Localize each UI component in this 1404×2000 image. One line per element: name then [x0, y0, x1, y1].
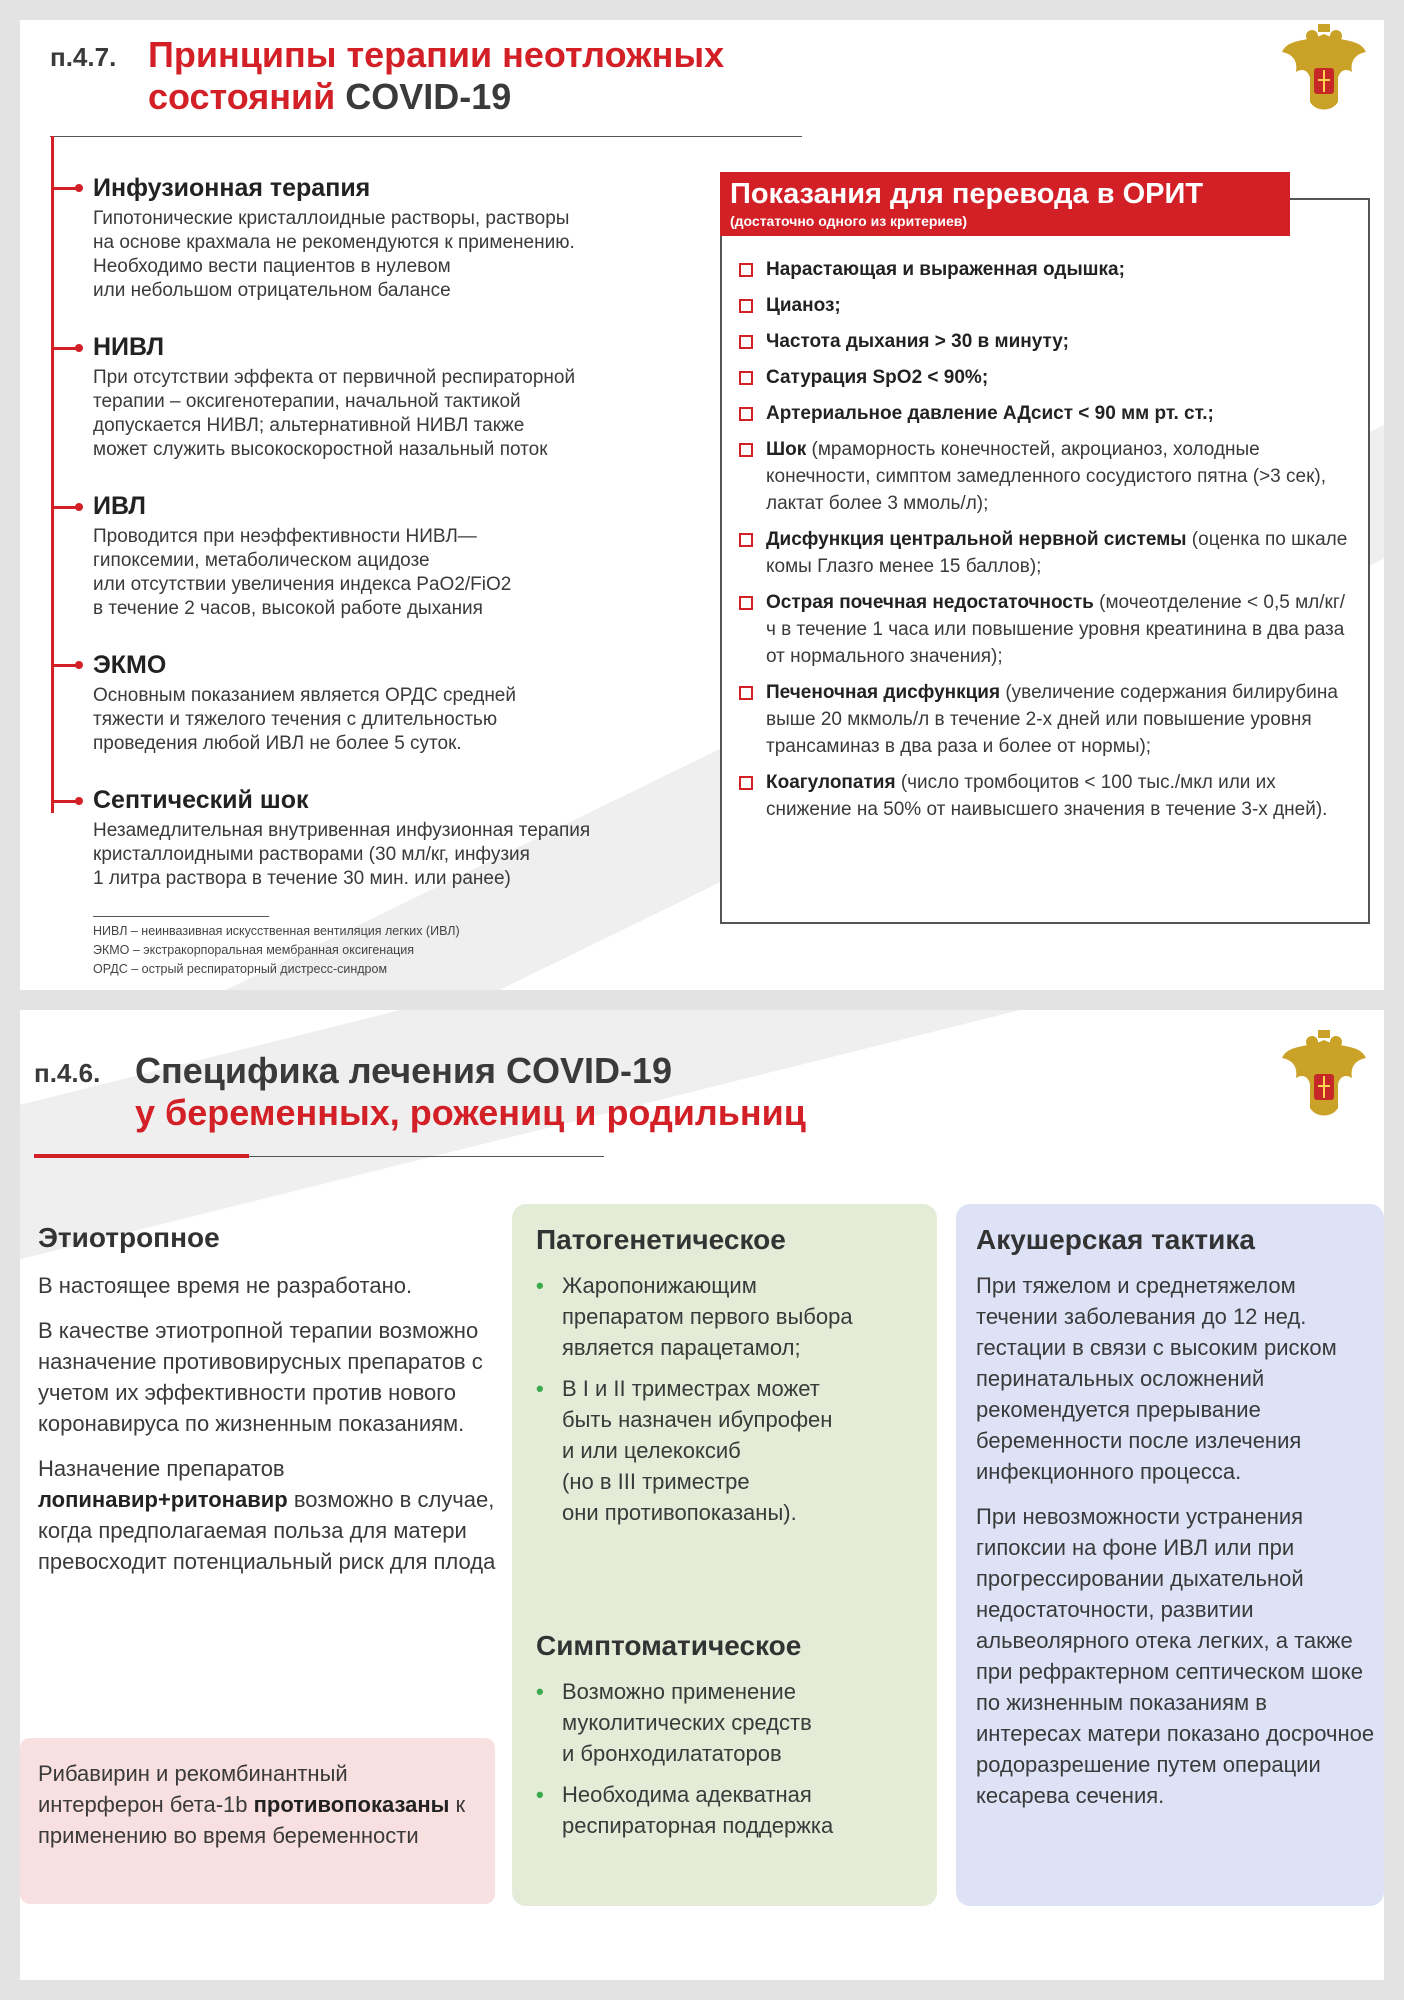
title-line-2-dark: COVID-19 [345, 76, 512, 117]
checkbox-icon [739, 533, 753, 547]
footnote: ОРДС – острый респираторный дистресс-синдром [93, 962, 388, 976]
section-text: Проводится при неэффективности НИВЛ— гипоксемии, метаболическом ацидозе или отсутствии увеличения индекса PaO2/FiO2 в течение 2 часов, высокой работе дыхания [93, 526, 512, 619]
criterion-item: Острая почечная недостаточность (мочеотделение < 0,5 мл/кг/ч в течение 1 часа или повышение уровня креатинина в два раза от нормального значения); [736, 589, 1354, 670]
symptomatic-section [536, 1630, 926, 1851]
icu-criteria-subtitle: (достаточно одного из критериев) [730, 213, 968, 229]
criterion-item: Частота дыхания > 30 в минуту; [736, 328, 1354, 355]
column-heading: Патогенетическое [536, 1224, 786, 1255]
section-number: п.4.6. [34, 1058, 101, 1088]
coat-of-arms-icon [1278, 24, 1370, 124]
column-heading: Акушерская тактика [976, 1224, 1255, 1255]
footnote: ЭКМО – экстракорпоральная мембранная оксигенация [93, 943, 415, 957]
criterion-item: Цианоз; [736, 292, 1354, 319]
etiotropic-column [38, 1222, 498, 1591]
section-septic-shock [93, 786, 590, 891]
checkbox-icon [739, 263, 753, 277]
title-line-1: Специфика лечения COVID-19 [135, 1050, 673, 1091]
checkbox-icon [739, 443, 753, 457]
timeline-line [51, 136, 54, 813]
icu-criteria-title: Показания для перевода в ОРИТ [730, 178, 1204, 210]
column-heading: Симптоматическое [536, 1630, 802, 1661]
section-ecmo [93, 651, 516, 756]
obstetric-section [976, 1224, 1376, 1825]
icu-criteria-header [720, 172, 1290, 236]
timeline-marker [51, 800, 79, 803]
criterion-item: Дисфункция центральной нервной системы (оценка по шкале комы Глазго менее 15 баллов); [736, 526, 1354, 580]
criterion-item: Нарастающая и выраженная одышка; [736, 256, 1354, 283]
criterion-item: Печеночная дисфункция (увеличение содержания билирубина выше 20 мкмоль/л в течение 2-х дней или повышение уровня трансаминаз в два раза и более от нормы); [736, 679, 1354, 760]
pathogenetic-list [536, 1270, 926, 1528]
criterion-item: Артериальное давление АДсист < 90 мм рт. ст.; [736, 400, 1354, 427]
section-text: При отсутствии эффекта от первичной респираторной терапии – оксигенотерапии, начальной тактикой допускается НИВЛ; альтернативной НИВЛ также может служить высокоскоростной назальный поток [93, 367, 576, 460]
pathogenetic-panel [512, 1204, 937, 1906]
footnotes [93, 922, 460, 979]
timeline-marker [51, 347, 79, 350]
list-item: • Возможно применение муколитических средств и бронходилататоров [536, 1676, 926, 1769]
obstetric-panel [956, 1204, 1384, 1906]
section-nivl [93, 333, 575, 462]
checkbox-icon [739, 407, 753, 421]
list-item: • Необходима адекватная респираторная поддержка [536, 1779, 926, 1841]
contraindication-panel [20, 1738, 495, 1904]
title-accent [34, 1154, 249, 1158]
footnote: НИВЛ – неинвазивная искусственная вентиляция легких (ИВЛ) [93, 924, 460, 938]
list-item: • Жаропонижающим препаратом первого выбора является парацетамол; [536, 1270, 926, 1363]
checkbox-icon [739, 335, 753, 349]
section-heading: ЭКМО [93, 651, 167, 679]
footnote-divider [93, 916, 269, 917]
checkbox-icon [739, 596, 753, 610]
timeline-marker [51, 506, 79, 509]
timeline-marker [51, 187, 79, 190]
timeline-marker [51, 664, 79, 667]
section-text: Гипотонические кристаллоидные растворы, растворы на основе крахмала не рекомендуются к применению. Необходимо вести пациентов в нулевом или небольшом отрицательном балансе [93, 208, 575, 301]
page-title [148, 34, 724, 118]
checkbox-icon [739, 686, 753, 700]
page-title [135, 1050, 806, 1134]
icu-criteria-list [736, 256, 1354, 832]
checkbox-icon [739, 299, 753, 313]
paragraph: Назначение препаратов лопинавир+ритонавир возможно в случае, когда предполагаемая польза для матери превосходит потенциальный риск для плода [38, 1456, 496, 1574]
title-line-2: у беременных, рожениц и родильниц [135, 1092, 806, 1133]
section-number: п.4.7. [50, 42, 117, 72]
section-heading: Септический шок [93, 786, 309, 814]
section-heading: НИВЛ [93, 333, 164, 361]
slide-emergency-therapy [20, 20, 1384, 990]
section-text: Основным показанием является ОРДС средней тяжести и тяжелого течения с длительностью проведения любой ИВЛ не более 5 суток. [93, 685, 516, 754]
section-heading: Инфузионная терапия [93, 174, 371, 202]
list-item: • В I и II триместрах может быть назначен ибупрофен и или целекоксиб (но в III триместре они противопоказаны). [536, 1373, 926, 1528]
title-line-2-red: состояний [148, 76, 336, 117]
section-infusion [93, 174, 575, 303]
section-heading: ИВЛ [93, 492, 146, 520]
checkbox-icon [739, 776, 753, 790]
paragraph: В качестве этиотропной терапии возможно назначение противовирусных препаратов с учетом их эффективности против нового коронавируса по жизненным показаниям. [38, 1318, 483, 1436]
criterion-item: Коагулопатия (число тромбоцитов < 100 тыс./мкл или их снижение на 50% от наивысшего значения в течение 3-х дней). [736, 769, 1354, 823]
section-ivl [93, 492, 511, 621]
coat-of-arms-icon [1278, 1030, 1370, 1130]
criterion-item: Сатурация SpO2 < 90%; [736, 364, 1354, 391]
symptomatic-list [536, 1676, 926, 1841]
paragraph: При тяжелом и среднетяжелом течении заболевания до 12 нед. гестации в связи с высоким риском перинатальных осложнений рекомендуется прерывание беременности после излечения инфекционного процесса. [976, 1273, 1337, 1484]
title-divider [50, 136, 802, 137]
checkbox-icon [739, 371, 753, 385]
paragraph: При невозможности устранения гипоксии на фоне ИВЛ или при прогрессировании дыхательной недостаточности, развитии альвеолярного отека легких, а также при рефрактерном септическом шоке по жизненным показаниям в интересах матери показано досрочное родоразрешение путем операции кесарева сечения. [976, 1504, 1375, 1808]
column-heading: Этиотропное [38, 1222, 220, 1253]
section-text: Незамедлительная внутривенная инфузионная терапия кристаллоидными растворами (30 мл/кг, инфузия 1 литра раствора в течение 30 мин. или ранее) [93, 820, 591, 889]
contraindication-text: Рибавирин и рекомбинантный интерферон бета-1b противопоказаны к применению во время беременности [38, 1761, 466, 1848]
criterion-item: Шок (мраморность конечностей, акроцианоз, холодные конечности, симптом замедленного сосудистого пятна (>3 сек), лактат более 3 ммоль/л); [736, 436, 1354, 517]
pathogenetic-section [536, 1224, 926, 1538]
paragraph: В настоящее время не разработано. [38, 1273, 413, 1298]
title-line-1: Принципы терапии неотложных [148, 34, 725, 75]
slide-pregnancy-treatment [20, 1010, 1384, 1980]
